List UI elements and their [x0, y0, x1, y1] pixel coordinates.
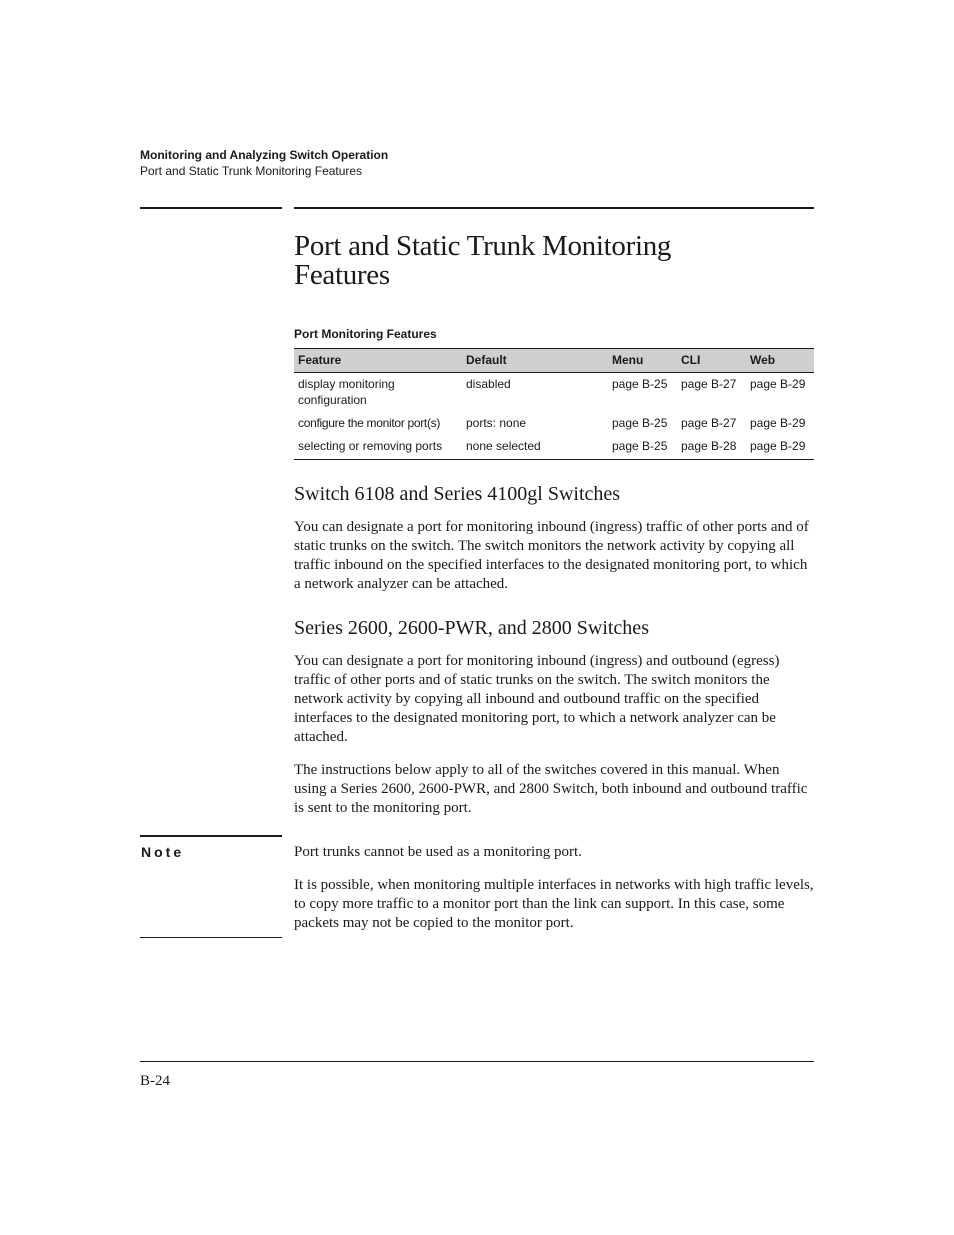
page-title-line-1: Port and Static Trunk Monitoring — [294, 230, 672, 262]
running-head — [140, 147, 388, 179]
cell-feature — [294, 373, 462, 413]
top-rule-left — [140, 207, 282, 209]
header-menu: Menu — [608, 349, 677, 373]
section-heading-6108-4100gl: Switch 6108 and Series 4100gl Switches — [294, 483, 621, 505]
cell-default: ports: none — [466, 416, 527, 430]
table-row — [294, 373, 814, 413]
cell-menu: page B-25 — [608, 435, 677, 460]
note-rule-top — [140, 835, 282, 837]
note-paragraph: Port trunks cannot be used as a monitoring port. — [294, 844, 582, 860]
header-default: Default — [462, 349, 608, 373]
cell-default: none selected — [462, 435, 608, 460]
page-title — [294, 232, 814, 290]
header-feature: Feature — [294, 349, 462, 373]
note-label: Note — [141, 844, 185, 860]
cell-feature: configure the monitor port(s) — [298, 416, 441, 430]
section-paragraph: The instructions below apply to all of the switches covered in this manual. When using a Series 2600, 2600-PWR, and 2800 Switch, both inbound and outbound traffic is sent to the monitoring port. — [294, 762, 808, 816]
cell-menu: page B-25 — [612, 377, 668, 391]
main-content — [294, 232, 814, 818]
section-paragraph: You can designate a port for monitoring inbound (ingress) and outbound (egress) traffic of other ports and of static trunks on the switch. The switch monitors the network activity by copying all inbound and outbound traffic on the specified interfaces to the designated monitoring port, to which a network analyzer can be attached. — [294, 653, 780, 745]
port-monitoring-features-table — [294, 348, 814, 460]
table-row — [294, 412, 814, 435]
footer-rule — [140, 1061, 814, 1062]
cell-web: page B-29 — [750, 377, 806, 391]
cell-menu: page B-25 — [612, 416, 668, 430]
table-header-row — [294, 349, 814, 373]
note-rule-bottom — [140, 937, 282, 938]
section-heading-2600-2800: Series 2600, 2600-PWR, and 2800 Switches — [294, 617, 649, 639]
page-title-line-2: Features — [294, 259, 390, 291]
table-caption: Port Monitoring Features — [294, 327, 437, 341]
table-row — [294, 435, 814, 460]
cell-feature-line-1: display monitoring — [298, 377, 395, 391]
cell-feature: selecting or removing ports — [294, 435, 462, 460]
running-head-chapter: Monitoring and Analyzing Switch Operation — [140, 148, 389, 162]
cell-cli: page B-28 — [677, 435, 746, 460]
running-head-section: Port and Static Trunk Monitoring Features — [140, 164, 363, 178]
page-number: B-24 — [140, 1073, 170, 1089]
cell-cli: page B-27 — [681, 377, 737, 391]
top-rule-main — [294, 207, 814, 209]
cell-web: page B-29 — [746, 435, 814, 460]
header-web: Web — [746, 349, 814, 373]
header-cli: CLI — [677, 349, 746, 373]
cell-cli: page B-27 — [681, 416, 737, 430]
section-paragraph: You can designate a port for monitoring inbound (ingress) traffic of other ports and of static trunks on the switch. The switch monitors the network activity by copying all traffic inbound on the specified interfaces to the designated monitoring port, to which a network analyzer can be attached. — [294, 519, 809, 592]
cell-default: disabled — [466, 377, 511, 391]
note-paragraph: It is possible, when monitoring multiple interfaces in networks with high traffic levels, to copy more traffic to a monitor port than the link can support. In this case, some packets may not be copied to the monitor port. — [294, 877, 814, 931]
note-body — [294, 843, 814, 933]
cell-web: page B-29 — [750, 416, 806, 430]
cell-feature-line-2: configuration — [298, 393, 367, 407]
